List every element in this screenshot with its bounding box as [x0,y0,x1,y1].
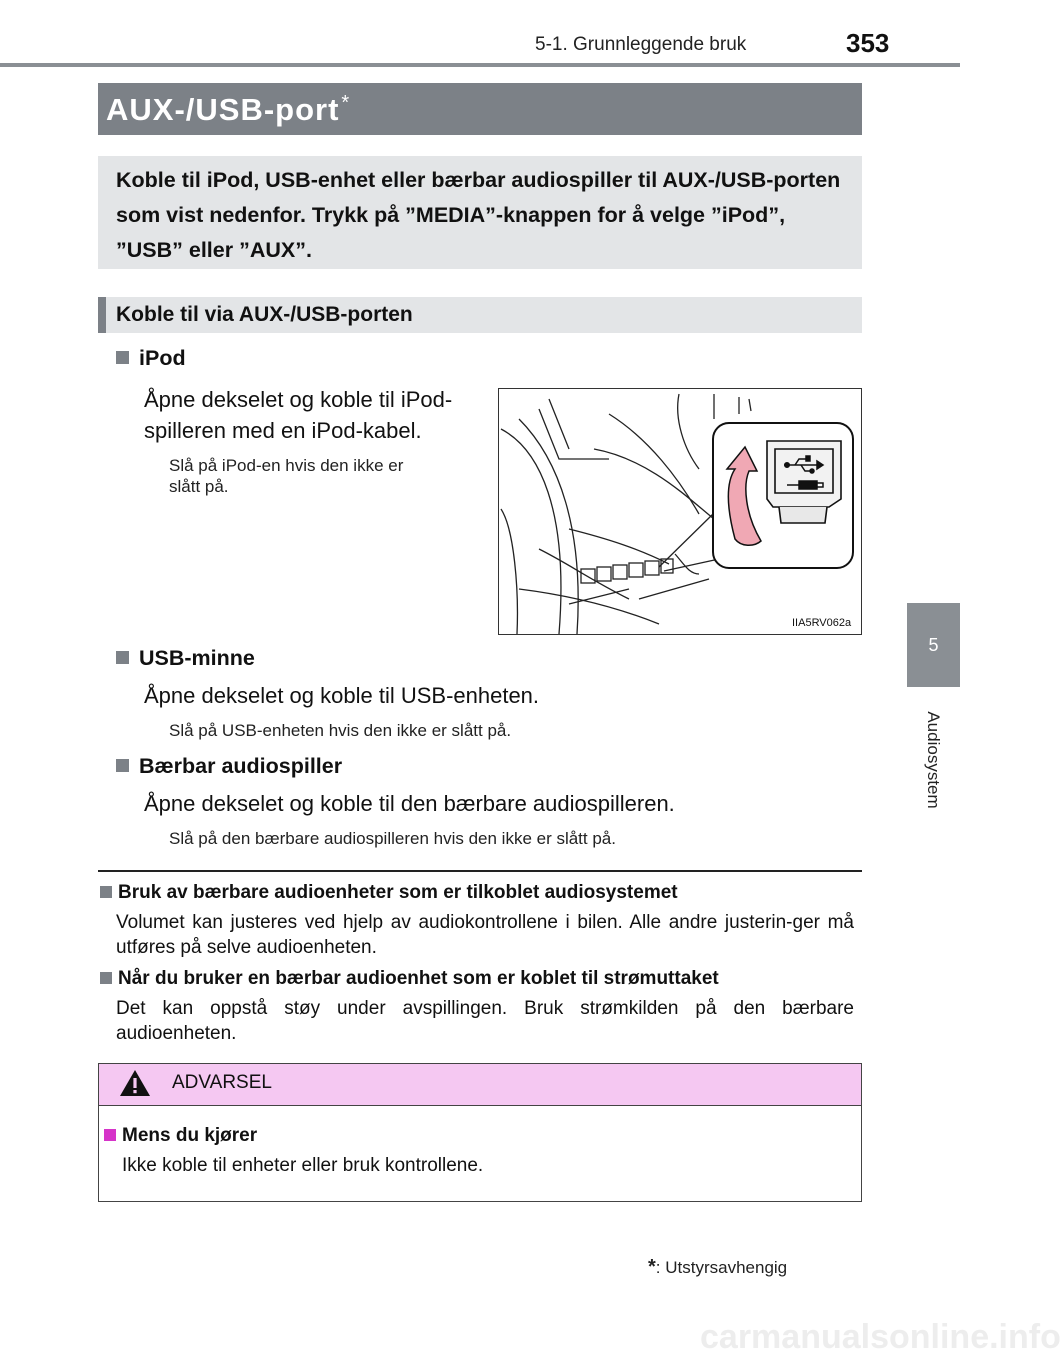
body-line: spilleren med en iPod-kabel. [144,418,422,443]
watermark: carmanualsonline.info [700,1318,1061,1356]
footnote [648,1256,787,1279]
equipment-dependent-marker: * [341,92,351,114]
footnote-marker: * [648,1256,656,1278]
warning-item-body: Ikke koble til enheter eller bruk kontrollene. [122,1155,484,1176]
warning-item-heading-text: Mens du kjører [122,1125,258,1146]
intro-text: Koble til iPod, USB-enhet eller bærbar audiospiller til AUX-/USB-porten som vist nedenfor. Trykk på ”MEDIA”-knappen for å velge ”iPod”, ”USB” eller ”AUX”. [116,168,841,262]
bullet-square-icon [116,759,129,772]
subsection-accent [98,297,106,333]
warning-triangle-icon [118,1068,152,1098]
bullet-square-icon [100,972,112,984]
page-title-text: AUX-/USB-port [106,92,340,127]
item-heading-usb [116,646,255,671]
chapter-title-vertical [905,700,961,820]
bullet-square-icon [104,1129,116,1141]
item-note-ipod [169,455,479,497]
bullet-square-icon [100,886,112,898]
note-line: slått på. [169,477,229,496]
item-heading-portable [116,754,342,779]
item-heading-text: USB-minne [139,646,255,670]
note-line [169,455,479,476]
bullet-square-icon [116,351,129,364]
chapter-title: Audiosystem [924,711,943,809]
item-note-usb: Slå på USB-enheten hvis den ikke er slått på. [169,721,512,740]
note-heading-power [100,968,719,990]
item-note-portable: Slå på den bærbare audiospilleren hvis den ikke er slått på. [169,829,616,848]
bullet-square-icon [116,651,129,664]
note-body-power: Det kan oppstå støy under avspillingen. Bruk strømkilden på den bærbare audioenheten. [116,998,854,1044]
running-header-section: 5-1. Grunnleggende bruk [535,34,747,55]
chapter-number: 5 [928,634,939,655]
note-heading-text: Bruk av bærbare audioenheter som er tilkoblet audiosystemet [118,882,678,903]
item-body-portable: Åpne dekselet og koble til den bærbare audiospilleren. [144,791,675,816]
section-divider [98,870,862,872]
dashboard-illustration [499,389,861,634]
item-heading-text: iPod [139,346,186,370]
figure-code: IIA5RV062a [792,617,852,629]
usb-port-figure [498,388,862,635]
footnote-text: : Utstyrsavhengig [655,1258,788,1277]
item-heading-ipod [116,346,186,371]
body-line: Åpne dekselet og koble til iPod- [144,387,453,412]
item-body-ipod [144,384,452,446]
header-rule [0,63,960,67]
note-heading-text: Når du bruker en bærbar audioenhet som er koblet til strømuttaket [118,968,719,989]
chapter-tab [907,603,960,687]
page-number: 353 [846,28,890,58]
note-line-text: Slå på iPod-en hvis den ikke er [169,456,404,475]
subsection-title: Koble til via AUX-/USB-porten [116,303,413,326]
item-body-usb: Åpne dekselet og koble til USB-enheten. [144,683,540,708]
page-title [106,92,350,128]
note-body-volume: Volumet kan justeres ved hjelp av audiokontrollene i bilen. Alle andre justerin-ger må utføres på selve audioenheten. [116,912,854,958]
warning-item-heading [104,1125,257,1147]
warning-label: ADVARSEL [172,1072,272,1093]
item-heading-text: Bærbar audiospiller [139,754,343,778]
note-heading-volume [100,882,678,904]
